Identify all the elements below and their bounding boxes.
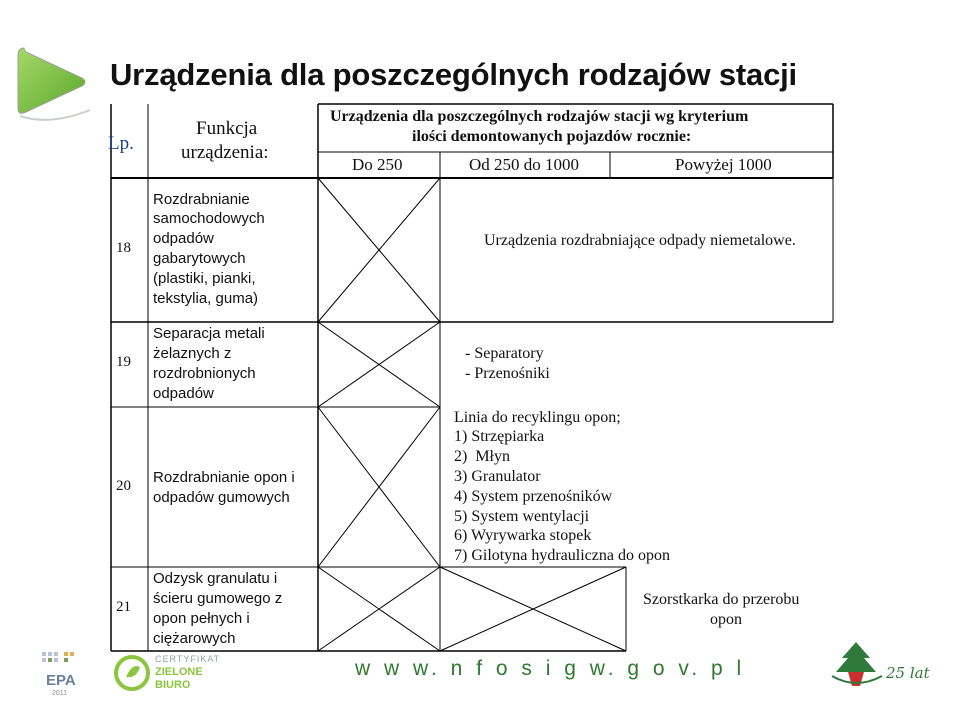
row-21-device-1: Szorstkarka do przerobu (643, 591, 800, 608)
header-col-b: Od 250 do 1000 (469, 155, 580, 174)
header-lp: Lp. (108, 133, 134, 154)
row-19-function-4: odpadów (153, 385, 214, 402)
row-20-device-8: 7) Gilotyna hydrauliczna do opon (454, 547, 670, 564)
row-18-function-4: gabarytowych (153, 250, 246, 267)
row-21-function-3: opon pełnych i (153, 610, 250, 627)
row-19-function-3: rozdrobnionych (153, 365, 256, 382)
row-20-lp: 20 (116, 478, 131, 494)
epa-logo-icon (38, 648, 88, 698)
certificate-leaf-icon (112, 653, 152, 693)
row-20-device-4: 3) Granulator (454, 468, 541, 485)
header-criterion-line1: Urządzenia dla poszczególnych rodzajów stacji wg kryterium (330, 108, 749, 125)
row-21-lp: 21 (116, 599, 131, 615)
row-21-function-2: ścieru gumowego z (153, 590, 283, 607)
header-criterion-line2: ilości demontowanych pojazdów rocznie: (412, 128, 692, 145)
row-18-function-6: tekstylia, guma) (153, 290, 259, 307)
row-20-device-6: 5) System wentylacji (454, 508, 590, 525)
epa-year: 2011 (52, 690, 68, 697)
row-19-device-1: - Separatory (465, 345, 544, 362)
row-21-function-1: Odzysk granulatu i (153, 570, 278, 587)
row-19-lp: 19 (116, 354, 131, 370)
row-20-device-7: 6) Wyrywarka stopek (454, 527, 592, 544)
row-20-device-2: 1) Strzępiarka (454, 428, 545, 445)
row-20-function-2: odpadów gumowych (153, 489, 290, 506)
row-20-function-1: Rozdrabnianie opon i (153, 469, 295, 486)
header-col-a: Do 250 (352, 155, 403, 174)
row-21-device-2: opon (710, 611, 742, 628)
cert-line1: CERTYFIKAT (155, 654, 221, 664)
row-20-device-3: 2) Młyn (454, 448, 510, 465)
epa-text: EPA (46, 672, 76, 689)
row-18-function-5: (plastiki, pianki, (153, 270, 256, 287)
row-19-device-2: - Przenośniki (465, 365, 550, 382)
footer-url[interactable]: w w w. n f o s i g w. g o v. p l (355, 657, 746, 680)
nfosigw-anniversary-icon (826, 636, 946, 692)
header-col-c: Powyżej 1000 (675, 155, 772, 174)
cert-line3: BIURO (155, 679, 191, 691)
anniversary-text: 25 lat (886, 664, 930, 682)
page-title: Urządzenia dla poszczególnych rodzajów stacji (110, 57, 797, 92)
row-19-function-1: Separacja metali (153, 325, 265, 342)
row-21-function-4: ciężarowych (153, 630, 236, 647)
header-function-line1: Funkcja (196, 118, 258, 139)
cert-line2: ZIELONE (155, 666, 203, 678)
row-19-function-2: żelaznych z (153, 345, 232, 362)
row-18-lp: 18 (116, 240, 131, 256)
row-18-function-2: samochodowych (153, 210, 265, 227)
row-18-function-3: odpadów (153, 230, 214, 247)
row-18-function-1: Rozdrabnianie (153, 191, 250, 208)
header-function-line2: urządzenia: (181, 142, 269, 163)
row-20-device-1: Linia do recyklingu opon; (454, 409, 621, 426)
row-18-device-1: Urządzenia rozdrabniające odpady niemetalowe. (484, 232, 796, 249)
row-20-device-5: 4) System przenośników (454, 488, 613, 505)
